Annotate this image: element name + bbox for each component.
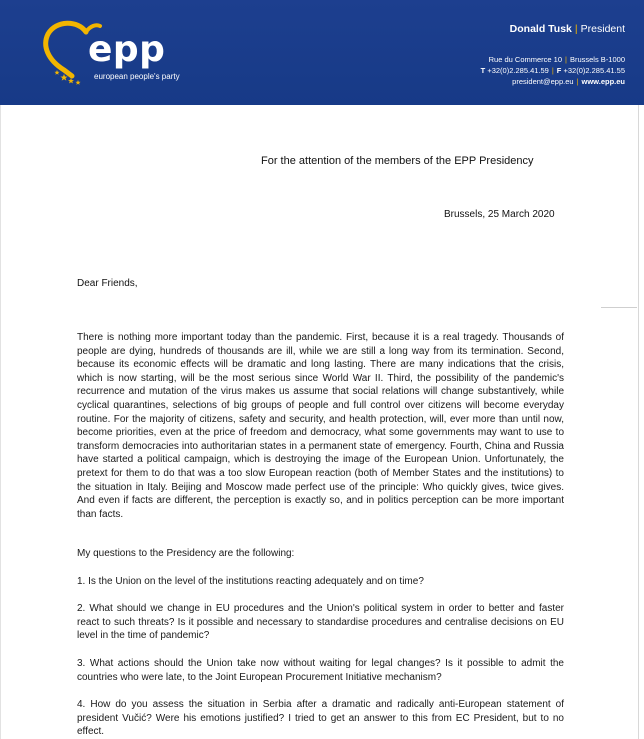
phone-line: T +32(0)2.285.41.59 | F +32(0)2.285.41.55 (480, 66, 625, 75)
president-line (510, 23, 625, 35)
fax-number: +32(0)2.285.41.55 (563, 66, 625, 75)
president-title: President (580, 23, 625, 35)
email-link[interactable]: president@epp.eu (512, 77, 574, 86)
president-name: Donald Tusk (509, 23, 572, 35)
page-edge-right (638, 105, 639, 739)
date-line: Brussels, 25 March 2020 (444, 209, 555, 220)
website-link[interactable]: www.epp.eu (581, 77, 625, 86)
address-street: Rue du Commerce 10 (488, 55, 563, 64)
contact-block (481, 54, 625, 87)
main-paragraph: There is nothing more important today than the pandemic. First, because it is a real tragedy. Thousands of people are dying, hundreds of thousands are ill, while we are still a long way from its termination. Second, because its economic effects will be dramatic and long lasting. There are many indications that the crisis, which is now starting, will be the most serious since World War II. Third, the possibility of the pandemic's recurrence and mutation of the virus makes us assume that social relations will change substantively, while cyclical quarantines, selections of big groups of people and full control over citizens will become everyday routine. For the majority of citizens, safety and security, and health protection, will, ever more than until now, become priorities, even at the price of freedom and democracy, what some governments may want to use to transform democracies into authoritarian states in a permanent state of emergency. Fourth, China and Russia have started a political campaign, which is destroying the image of the European Union. Unfortunately, the pretext for them to do that was a too slow European reaction (both of Member States and the institutions) to the situation in Italy. Beijing and Moscow made perfect use of the principle: Who quickly gives, twice gives. And even if facts are different, the perception is exactly so, and in politics perception can be more important than facts. (77, 332, 564, 520)
logo-wordmark: epp (88, 29, 166, 70)
margin-rule (601, 307, 637, 308)
question-item: 3. What actions should the Union take now without waiting for legal changes? Is it possible to admit the countries who were late, to the Joint European Procurement Initiative mechanism? (77, 658, 564, 683)
question-item: 2. What should we change in EU procedures and the Union's political system in order to better and faster react to such threats? Is it possible and necessary to standardise procedures and centralise decisions on EU level in the time of pandemic? (77, 603, 564, 642)
question-item: 4. How do you assess the situation in Serbia after a dramatic and radically anti-European statement of president Vučić? Were his emotions justified? I tried to get an answer to this from EC President, but to no effect. (77, 699, 564, 738)
question-item: 1. Is the Union on the level of the institutions reacting adequately and on time? (77, 576, 424, 587)
address-city: Brussels B-1000 (569, 55, 625, 64)
email-web-line: president@epp.eu | www.epp.eu (512, 77, 625, 86)
letterhead-band (0, 0, 644, 105)
logo-tagline: european people's party (94, 72, 180, 81)
phone-number: +32(0)2.285.41.59 (487, 66, 549, 75)
address-line: Rue du Commerce 10 | Brussels B-1000 (488, 55, 625, 64)
fax-label: F (556, 66, 562, 75)
phone-label: T (480, 66, 486, 75)
separator: | (574, 23, 578, 35)
salutation: Dear Friends, (77, 278, 138, 289)
epp-logo (38, 18, 188, 88)
attention-line: For the attention of the members of the EPP Presidency (261, 155, 534, 167)
questions-intro: My questions to the Presidency are the following: (77, 548, 295, 559)
page-edge-left (0, 105, 1, 739)
